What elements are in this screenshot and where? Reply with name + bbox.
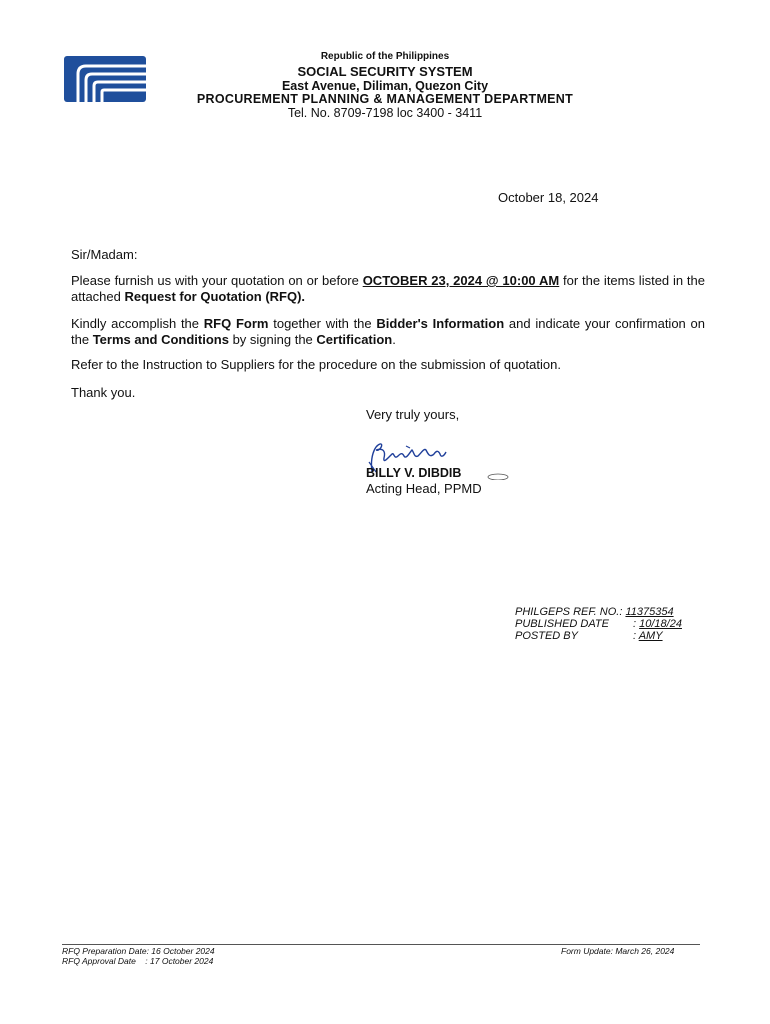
p2-text-d: by signing the bbox=[228, 332, 317, 347]
philgeps-value: 11375354 bbox=[625, 606, 674, 618]
rfq-approval-date: RFQ Approval Date : 17 October 2024 bbox=[62, 956, 214, 966]
p2-text-e: . bbox=[392, 332, 396, 347]
header-agency: SOCIAL SECURITY SYSTEM bbox=[297, 64, 473, 79]
footer-divider bbox=[62, 944, 700, 945]
thank-you: Thank you. bbox=[71, 385, 136, 400]
certification: Certification bbox=[316, 332, 393, 347]
p1-text-a: Please furnish us with your quotation on or before bbox=[71, 273, 363, 288]
rfq-preparation-date: RFQ Preparation Date: 16 October 2024 bbox=[62, 946, 215, 956]
closing: Very truly yours, bbox=[366, 407, 460, 422]
p2-text-a: Kindly accomplish the bbox=[71, 316, 204, 331]
paragraph-quotation-request bbox=[71, 273, 705, 305]
form-update: Form Update: March 26, 2024 bbox=[561, 946, 675, 956]
terms-and-conditions: Terms and Conditions bbox=[92, 332, 229, 347]
header-address: East Avenue, Diliman, Quezon City bbox=[281, 79, 489, 93]
p2-text-c: and indicate your confirmation on the bbox=[71, 316, 705, 347]
published-value: 10/18/24 bbox=[639, 618, 682, 630]
philgeps-label: PHILGEPS REF. NO.: bbox=[515, 606, 623, 618]
philgeps-ref bbox=[515, 606, 674, 618]
p2-text-b: together with the bbox=[268, 316, 377, 331]
paragraph-instructions bbox=[71, 316, 705, 348]
deadline: OCTOBER 23, 2024 @ 10:00 AM bbox=[362, 273, 560, 288]
rfq-form: RFQ Form bbox=[203, 316, 269, 331]
posted-label: POSTED BY bbox=[515, 630, 578, 642]
posted-value: AMY bbox=[638, 630, 663, 642]
p1-text-b: for the items listed in the attached bbox=[71, 273, 705, 304]
signatory-name: BILLY V. DIBDIB bbox=[366, 466, 462, 480]
posted-by: POSTED BY : AMY bbox=[515, 630, 663, 642]
header-telephone: Tel. No. 8709-7198 loc 3400 - 3411 bbox=[287, 106, 483, 120]
published-date: PUBLISHED DATE : 10/18/24 bbox=[515, 618, 682, 630]
signatory-title: Acting Head, PPMD bbox=[366, 481, 482, 496]
header-republic: Republic of the Philippines bbox=[320, 51, 450, 62]
published-label: PUBLISHED DATE bbox=[515, 618, 609, 630]
rfq-reference: Request for Quotation (RFQ). bbox=[124, 289, 306, 304]
salutation: Sir/Madam: bbox=[71, 247, 138, 262]
paragraph-refer: Refer to the Instruction to Suppliers for the procedure on the submission of quotation. bbox=[71, 357, 561, 372]
bidders-information: Bidder's Information bbox=[376, 316, 505, 331]
letter-date: October 18, 2024 bbox=[498, 190, 599, 205]
header-department: PROCUREMENT PLANNING & MANAGEMENT DEPARTMENT bbox=[196, 92, 574, 106]
